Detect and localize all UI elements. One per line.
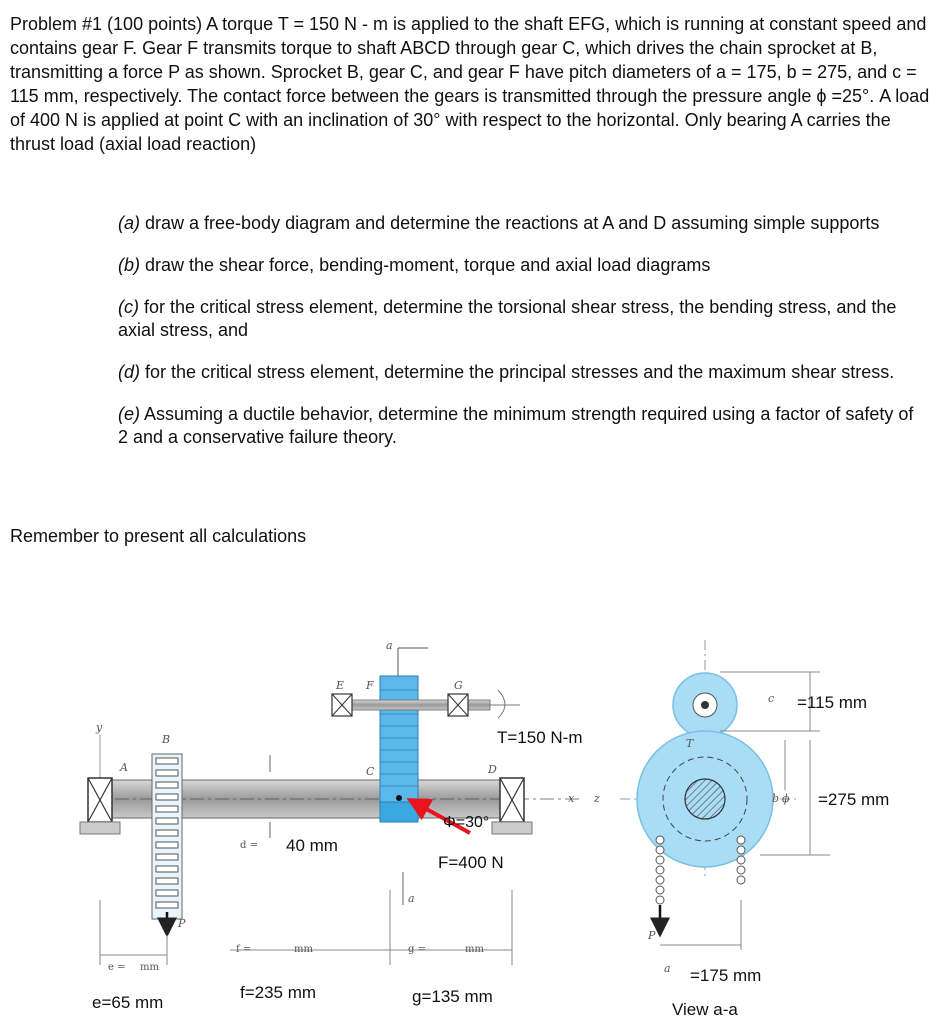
part-b-text: draw the shear force, bending-moment, torque and axial load diagrams	[140, 255, 711, 275]
d-value: 40 mm	[286, 836, 338, 855]
d-prefix: d =	[240, 840, 258, 851]
label-z: z	[594, 792, 600, 805]
label-c: C	[366, 765, 375, 778]
dim-f-prefix: f =	[236, 944, 252, 955]
part-a-prefix: (a)	[118, 213, 140, 233]
part-e-prefix: (e)	[118, 404, 140, 424]
dim-e-prefix: e =	[108, 962, 126, 973]
label-b: B	[162, 733, 171, 746]
part-e-text: Assuming a ductile behavior, determine the minimum strength required using a factor of safety of 2 and a conservative failure theory.	[118, 404, 914, 447]
part-c-prefix: (c)	[118, 297, 139, 317]
reminder: Remember to present all calculations	[10, 526, 307, 546]
bearing-g	[448, 694, 468, 716]
label-c-dim: c	[768, 692, 775, 705]
part-d-text: for the critical stress element, determine the principal stresses and the maximum shear stress.	[140, 362, 895, 382]
problem-statement: Problem #1 (100 points) A torque T = 150 N - m is applied to the shaft EFG, which is running at constant speed and contains gear F. Gear F transmits torque to shaft ABCD through gear C, which drives the chain sprocket at B, transmitting a force P as shown. Sprocket B, gear C, and gear F have pitch diameters of a = 175, b = 275, and c = 115 mm, respectively. The contact force between the gears is transmitted through the pressure angle ϕ =25°. A load of 400 N is applied at point C with an inclination of 30° with respect to the horizontal. Only bearing A carries the thrust load (axial load reaction)	[10, 14, 930, 154]
view-label: View a-a	[672, 1000, 738, 1019]
label-f: F	[366, 679, 374, 692]
torque-label: T=150 N-m	[497, 728, 583, 747]
label-a: A	[120, 761, 128, 774]
label-a-dim: a	[664, 962, 671, 975]
force-label: F=400 N	[438, 853, 504, 872]
dim-g-mm: mm	[465, 944, 484, 955]
label-t: T	[686, 737, 694, 750]
dim-f-mm: mm	[294, 944, 313, 955]
label-section-a: a	[386, 639, 393, 652]
dim-e-mm: mm	[140, 962, 159, 973]
b-value: =275 mm	[818, 790, 890, 809]
f-value: f=235 mm	[240, 983, 317, 1002]
c-value: =115 mm	[797, 693, 868, 712]
g-value: g=135 mm	[412, 987, 493, 1006]
part-b-prefix: (b)	[118, 255, 140, 275]
label-x: x	[568, 792, 575, 805]
label-phi: ϕ	[782, 792, 790, 805]
label-e: E	[336, 679, 345, 692]
part-d-prefix: (d)	[118, 362, 140, 382]
bearing-e	[332, 694, 352, 716]
label-b-dim: b	[772, 792, 780, 805]
torque-symbol	[498, 690, 505, 718]
view-a-a	[620, 640, 830, 950]
sprocket-b	[152, 754, 182, 919]
label-y: y	[96, 721, 103, 734]
label-g: G	[454, 679, 463, 692]
phi-label: Φ=30°	[443, 814, 490, 831]
label-p-view: P	[648, 929, 656, 942]
e-value: e=65 mm	[92, 993, 164, 1012]
label-section-a-lower: a	[408, 892, 415, 905]
part-a-text: draw a free-body diagram and determine the reactions at A and D assuming simple supports	[140, 213, 880, 233]
a-value: =175 mm	[690, 966, 762, 985]
label-d: D	[488, 763, 497, 776]
label-p: P	[178, 917, 186, 930]
part-c-text: for the critical stress element, determine the torsional shear stress, the bending stress, and the axial stress, and	[118, 297, 897, 340]
dim-g-prefix: g =	[408, 944, 426, 955]
